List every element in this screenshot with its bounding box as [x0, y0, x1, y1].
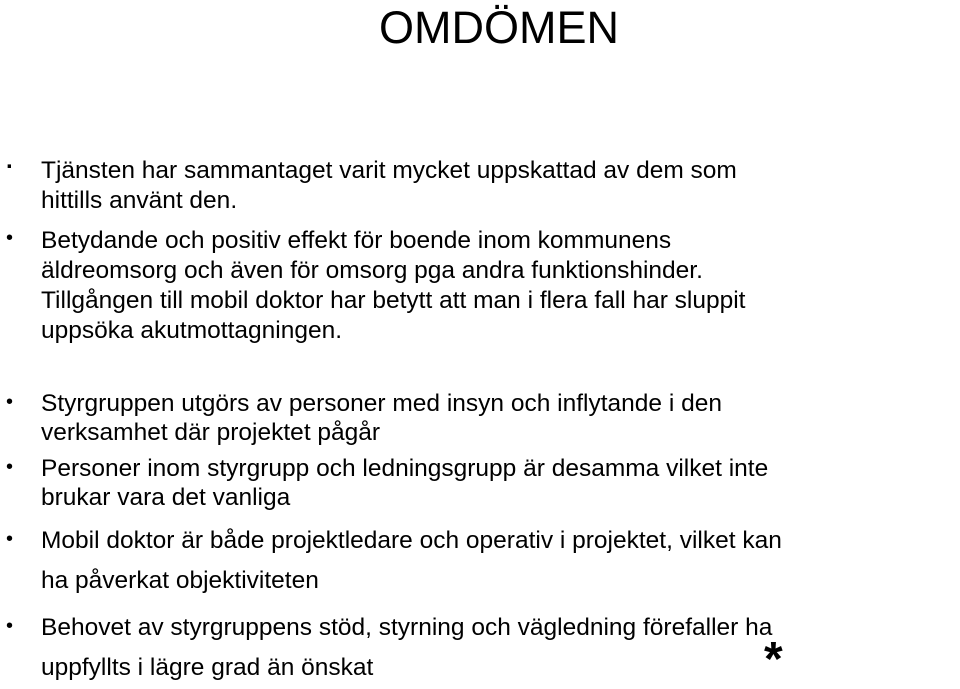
bullet-text-line: ha påverkat objektiviteten	[41, 567, 319, 594]
bullet-marker: •	[6, 615, 14, 637]
bullet-marker: •	[6, 456, 14, 478]
footnote-mark: *	[764, 633, 783, 686]
page-title: OMDÖMEN	[379, 2, 619, 53]
bullet-text-line: brukar vara det vanliga	[41, 484, 291, 511]
bullet-text-line: äldreomsorg och även för omsorg pga andra funktionshinder.	[41, 257, 703, 284]
bullet-text-line: hittills använt den.	[41, 187, 238, 214]
bullet-text-line: uppfyllts i lägre grad än önskat	[41, 654, 374, 681]
bullet-text-line: Styrgruppen utgörs av personer med insyn och inflytande i den	[41, 390, 722, 417]
bullet-text-line: Behovet av styrgruppens stöd, styrning och vägledning förefaller ha	[41, 614, 773, 641]
bullet-marker: .	[6, 147, 13, 174]
bullet-text-line: Personer inom styrgrupp och ledningsgrupp är desamma vilket inte	[41, 455, 769, 482]
bullet-text-line: uppsöka akutmottagningen.	[41, 317, 343, 344]
bullet-marker: •	[6, 528, 14, 550]
bullet-marker: •	[6, 391, 14, 413]
bullet-text-line: Mobil doktor är både projektledare och operativ i projektet, vilket kan	[41, 527, 782, 554]
bullet-text-line: Tillgången till mobil doktor har betytt att man i flera fall har sluppit	[41, 287, 746, 314]
bullet-text-line: Betydande och positiv effekt för boende inom kommunens	[41, 227, 672, 254]
bullet-text-line: Tjänsten har sammantaget varit mycket uppskattad av dem som	[41, 157, 737, 184]
bullet-marker: •	[6, 227, 14, 249]
bullet-text-line: verksamhet där projektet pågår	[41, 419, 381, 446]
